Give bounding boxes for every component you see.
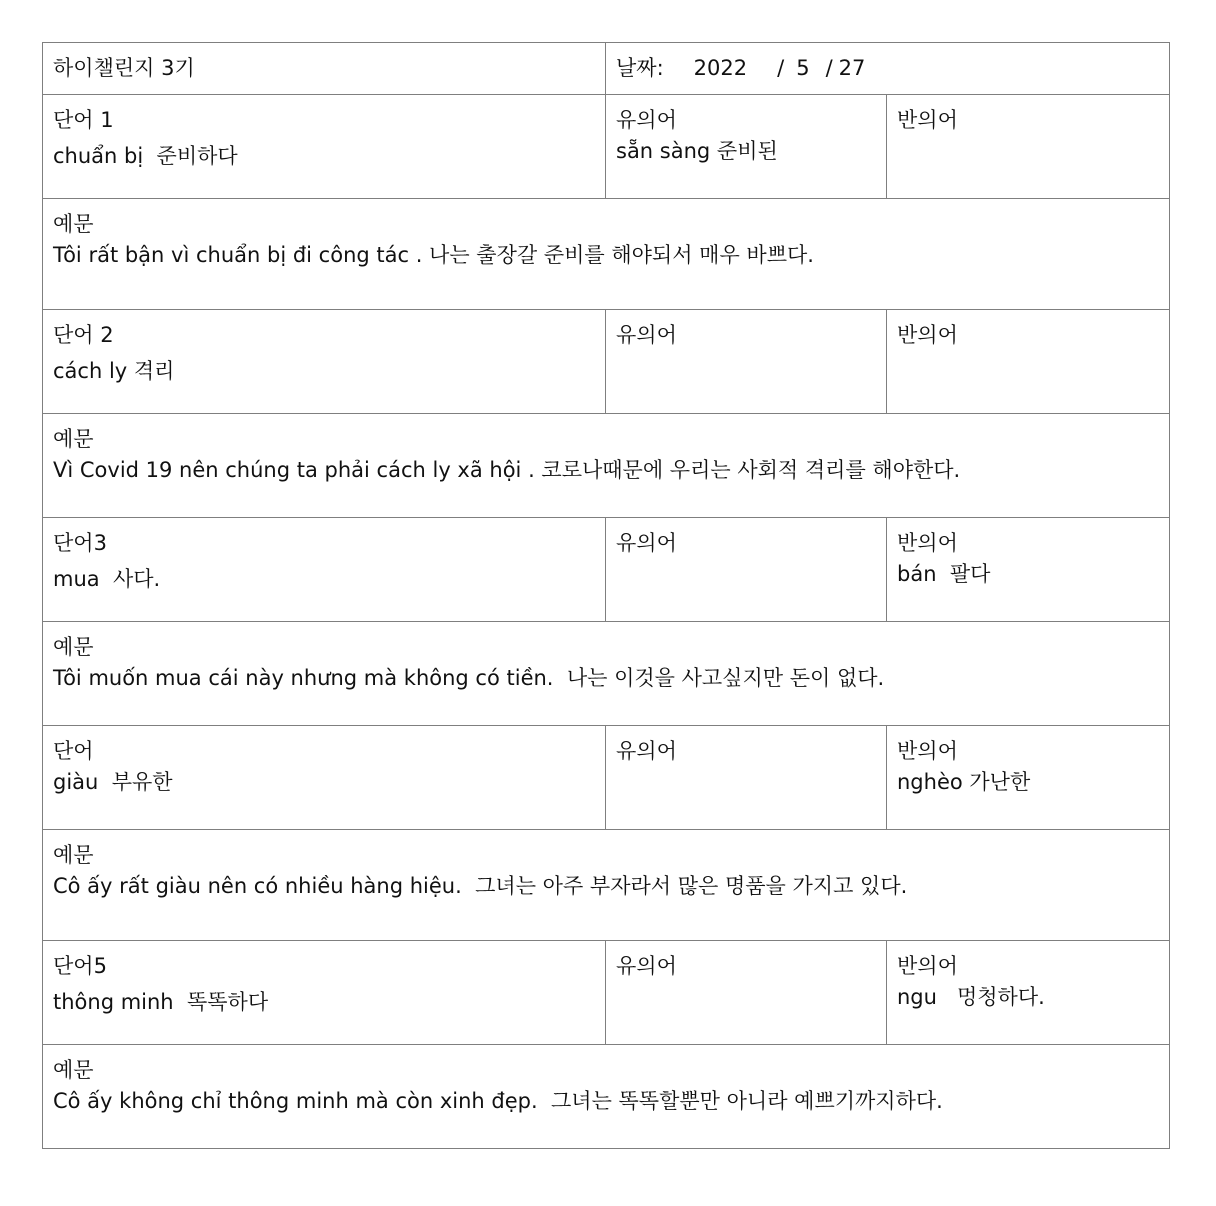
example-text: Tôi rất bận vì chuẩn bị đi công tác . 나는 출장갈 준비를 해야되서 매우 바쁘다.	[53, 243, 814, 267]
example-label: 예문	[53, 1058, 94, 1082]
date-label: 날짜:	[616, 56, 664, 80]
synonym-label: 유의어	[616, 531, 677, 555]
date-month: 5	[796, 56, 810, 80]
vocabulary-table	[42, 42, 1170, 1149]
word-row	[43, 95, 1170, 199]
word-cell	[43, 941, 606, 1045]
date-day: 27	[838, 56, 866, 80]
synonym-cell	[606, 941, 887, 1045]
word-cell	[43, 726, 606, 830]
antonym-label: 반의어	[897, 108, 958, 132]
example-text: Cô ấy rất giàu nên có nhiều hàng hiệu. 그녀는 아주 부자라서 많은 명품을 가지고 있다.	[53, 874, 908, 898]
synonym-label: 유의어	[616, 108, 677, 132]
antonym-text: nghèo 가난한	[897, 770, 1031, 794]
example-label: 예문	[53, 427, 94, 451]
example-cell	[43, 199, 1170, 310]
synonym-cell	[606, 95, 887, 199]
date-year: 2022	[693, 56, 748, 80]
example-row	[43, 622, 1170, 726]
antonym-cell	[887, 941, 1170, 1045]
synonym-label: 유의어	[616, 954, 677, 978]
word-label: 단어 2	[53, 323, 114, 347]
antonym-label: 반의어	[897, 954, 958, 978]
example-text: Cô ấy không chỉ thông minh mà còn xinh đẹp. 그녀는 똑똑할뿐만 아니라 예쁘기까지하다.	[53, 1089, 943, 1113]
antonym-label: 반의어	[897, 531, 958, 555]
word-label: 단어 1	[53, 108, 114, 132]
example-text: Vì Covid 19 nên chúng ta phải cách ly xã hội . 코로나때문에 우리는 사회적 격리를 해야한다.	[53, 458, 961, 482]
antonym-cell	[887, 95, 1170, 199]
word-label: 단어	[53, 739, 94, 763]
example-row	[43, 1045, 1170, 1149]
synonym-cell	[606, 310, 887, 414]
example-label: 예문	[53, 212, 94, 236]
word-text: giàu 부유한	[53, 770, 173, 794]
date-cell	[606, 43, 1170, 95]
word-row	[43, 726, 1170, 830]
antonym-label: 반의어	[897, 323, 958, 347]
vocabulary-worksheet	[42, 42, 1169, 1151]
title-cell	[43, 43, 606, 95]
example-cell	[43, 830, 1170, 941]
word-cell	[43, 518, 606, 622]
antonym-cell	[887, 518, 1170, 622]
example-text: Tôi muốn mua cái này nhưng mà không có tiền. 나는 이것을 사고싶지만 돈이 없다.	[53, 666, 885, 690]
word-label: 단어5	[53, 954, 107, 978]
example-cell	[43, 414, 1170, 518]
example-row	[43, 830, 1170, 941]
date-separator: /	[777, 56, 785, 80]
antonym-text: bán 팔다	[897, 562, 991, 586]
example-row	[43, 199, 1170, 310]
word-cell	[43, 95, 606, 199]
synonym-text: sẵn sàng 준비된	[616, 139, 778, 163]
example-label: 예문	[53, 843, 94, 867]
synonym-cell	[606, 518, 887, 622]
word-row	[43, 310, 1170, 414]
date-separator: /	[825, 56, 833, 80]
worksheet-title: 하이챌린지 3기	[53, 56, 195, 80]
antonym-label: 반의어	[897, 739, 958, 763]
synonym-cell	[606, 726, 887, 830]
word-text: thông minh 똑똑하다	[53, 990, 269, 1014]
word-label: 단어3	[53, 531, 107, 555]
word-text: cách ly 격리	[53, 359, 175, 383]
word-text: mua 사다.	[53, 567, 161, 591]
example-cell	[43, 622, 1170, 726]
example-cell	[43, 1045, 1170, 1149]
antonym-cell	[887, 310, 1170, 414]
example-label: 예문	[53, 635, 94, 659]
antonym-cell	[887, 726, 1170, 830]
word-row	[43, 941, 1170, 1045]
word-text: chuẩn bị 준비하다	[53, 144, 238, 168]
word-cell	[43, 310, 606, 414]
synonym-label: 유의어	[616, 323, 677, 347]
example-row	[43, 414, 1170, 518]
antonym-text: ngu 멍청하다.	[897, 985, 1045, 1009]
synonym-label: 유의어	[616, 739, 677, 763]
header-row	[43, 43, 1170, 95]
date-line	[616, 53, 1159, 84]
word-row	[43, 518, 1170, 622]
